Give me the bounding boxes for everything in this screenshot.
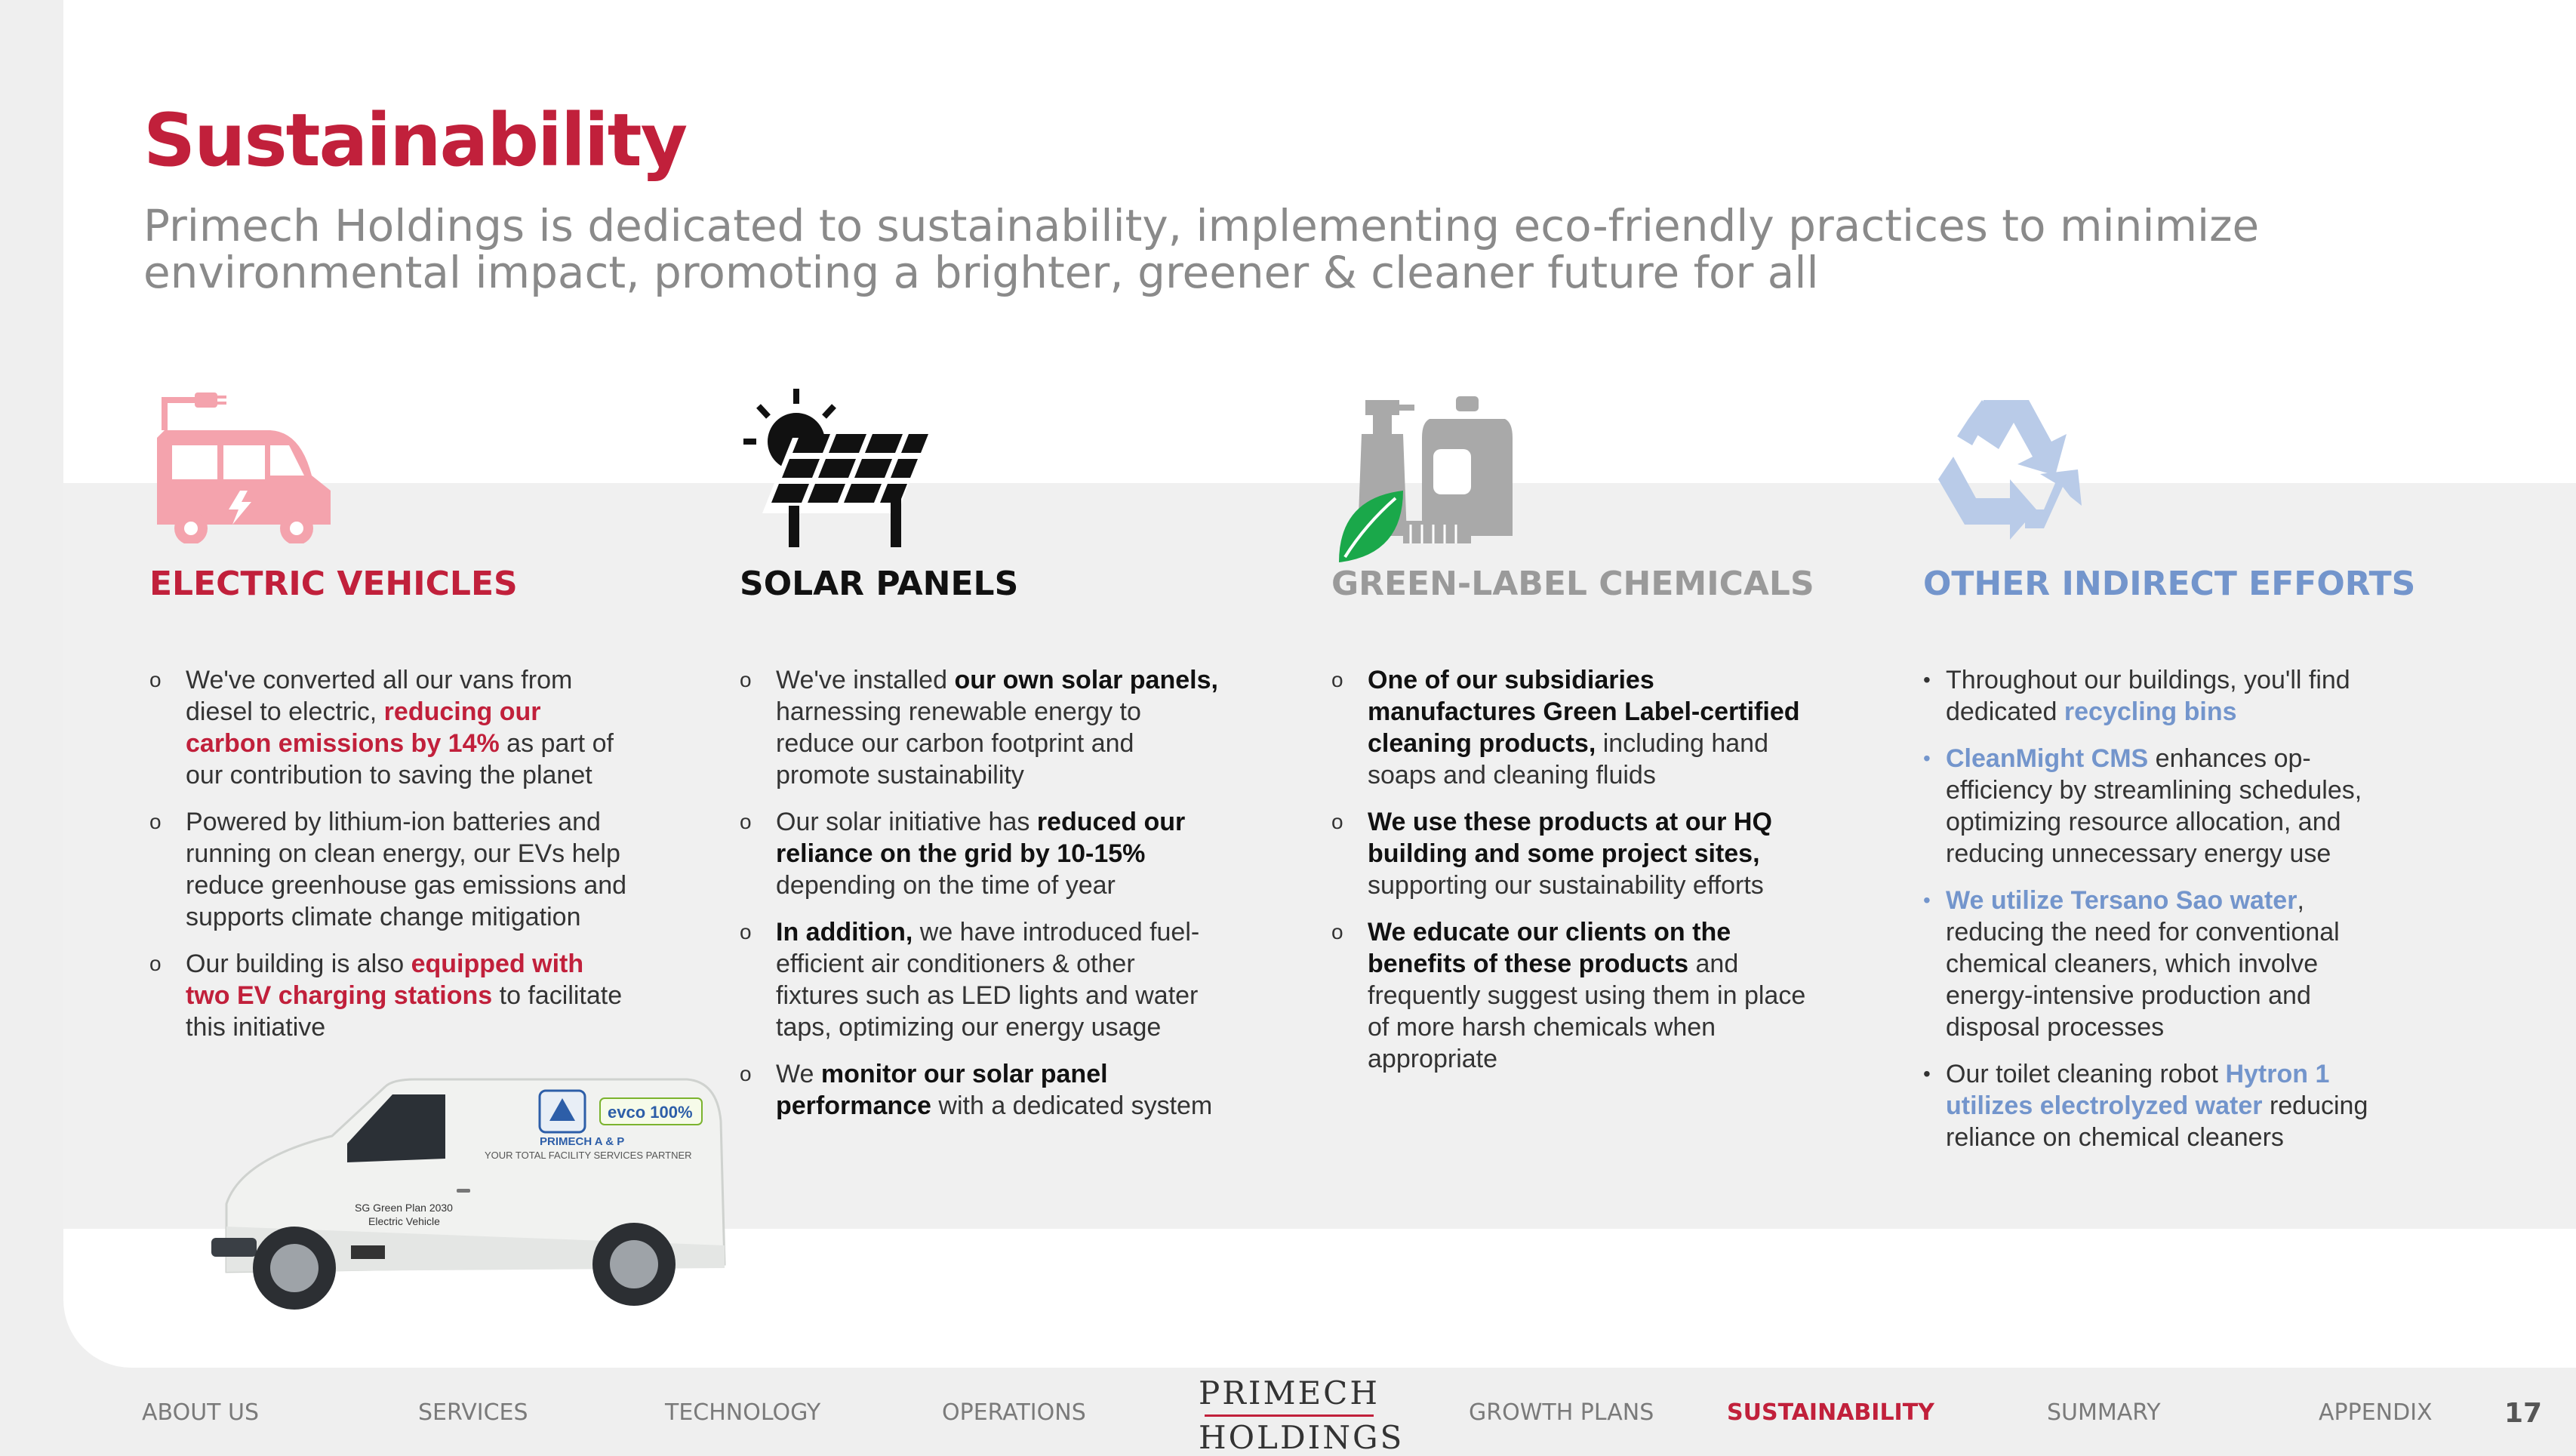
nav-technology[interactable]: TECHNOLOGY [665, 1399, 821, 1426]
list-item: • We utilize Tersano Sao water, reducing the need for conventional chemical cleaners, which involve energy-intensive production and disposal processes [1923, 886, 2340, 1042]
list-item: o We've installed our own solar panels, harnessing renewable energy to reduce our carbon footprint and promote sustainability [740, 666, 1218, 790]
nav-services[interactable]: SERVICES [418, 1399, 528, 1426]
van-plan-line2: Electric Vehicle [368, 1215, 440, 1227]
electric-van-icon [149, 385, 338, 547]
heading-green-label-chemicals: GREEN-LABEL CHEMICALS [1331, 565, 1814, 603]
list-item: o We use these products at our HQ building and some project sites, supporting our sustainability efforts [1331, 808, 1772, 900]
electric-van-photo [196, 1076, 740, 1321]
list-item: • CleanMight CMS enhances op-efficiency by streamlining schedules, optimizing resource allocation, and reducing unnecessary energy use [1923, 744, 2362, 868]
solar-panel-icon [740, 385, 936, 555]
van-tagline-text: YOUR TOTAL FACILITY SERVICES PARTNER [485, 1150, 692, 1161]
points-other-indirect-efforts [1923, 664, 2406, 1168]
van-brand-text: PRIMECH A & P [540, 1135, 625, 1148]
list-item: o We've converted all our vans from diesel to electric, reducing our carbon emissions by 14% as part of our contribution to saving the planet [149, 666, 614, 790]
heading-electric-vehicles: ELECTRIC VEHICLES [149, 565, 518, 603]
page-number: 17 [2504, 1398, 2543, 1429]
points-electric-vehicles [149, 664, 632, 1058]
footer-nav [0, 1368, 2576, 1456]
logo-top: PRIMECH [1199, 1374, 1380, 1411]
list-item: o One of our subsidiaries manufactures Green Label-certified cleaning products, including hand soaps and cleaning fluids [1331, 666, 1800, 790]
list-item: o Our solar initiative has reduced our reliance on the grid by 10-15% depending on the time of year [740, 808, 1186, 900]
points-solar-panels [740, 664, 1223, 1137]
nav-growth-plans[interactable]: GROWTH PLANS [1469, 1399, 1654, 1426]
van-plan-line1: SG Green Plan 2030 [355, 1202, 453, 1214]
logo-bottom: HOLDINGS [1199, 1419, 1405, 1456]
nav-operations[interactable]: OPERATIONS [942, 1399, 1086, 1426]
primech-holdings-logo[interactable] [1199, 1374, 1405, 1456]
list-item: o We monitor our solar panel performance with a dedicated system [740, 1060, 1213, 1120]
nav-appendix[interactable]: APPENDIX [2319, 1399, 2433, 1426]
heading-solar-panels: SOLAR PANELS [740, 565, 1019, 603]
recycle-icon [1923, 385, 2089, 555]
list-item: • Our toilet cleaning robot Hytron 1 utilizes electrolyzed water reducing reliance on chemical cleaners [1923, 1060, 2368, 1152]
slide-card [63, 0, 2576, 1368]
heading-other-indirect-efforts: OTHER INDIRECT EFFORTS [1923, 565, 2416, 603]
list-item: o Powered by lithium-ion batteries and running on clean energy, our EVs help reduce greenhouse gas emissions and supports climate change mitigation [149, 808, 627, 931]
page-subtitle: Primech Holdings is dedicated to sustainability, implementing eco-friendly practices to minimize environmental impact, promoting a brighter, greener & cleaner future for all [143, 200, 2260, 298]
list-item: o We educate our clients on the benefits of these products and frequently suggest using them in place of more harsh chemicals when appropriate [1331, 918, 1806, 1073]
list-item: o In addition, we have introduced fuel-efficient air conditioners & other fixtures such as LED lights and water taps, optimizing our energy usage [740, 918, 1200, 1042]
nav-sustainability[interactable]: SUSTAINABILITY [1727, 1399, 1934, 1426]
points-green-label-chemicals [1331, 664, 1814, 1090]
nav-about-us[interactable]: ABOUT US [142, 1399, 260, 1426]
list-item: o Our building is also equipped with two EV charging stations to facilitate this initiative [149, 950, 623, 1042]
list-item: • Throughout our buildings, you'll find dedicated recycling bins [1923, 666, 2350, 726]
logo-divider [1205, 1414, 1374, 1417]
cleaning-chemicals-icon [1331, 385, 1528, 570]
nav-summary[interactable]: SUMMARY [2047, 1399, 2161, 1426]
van-badge-text: evco 100% [608, 1103, 693, 1122]
page-title: Sustainability [143, 98, 687, 183]
